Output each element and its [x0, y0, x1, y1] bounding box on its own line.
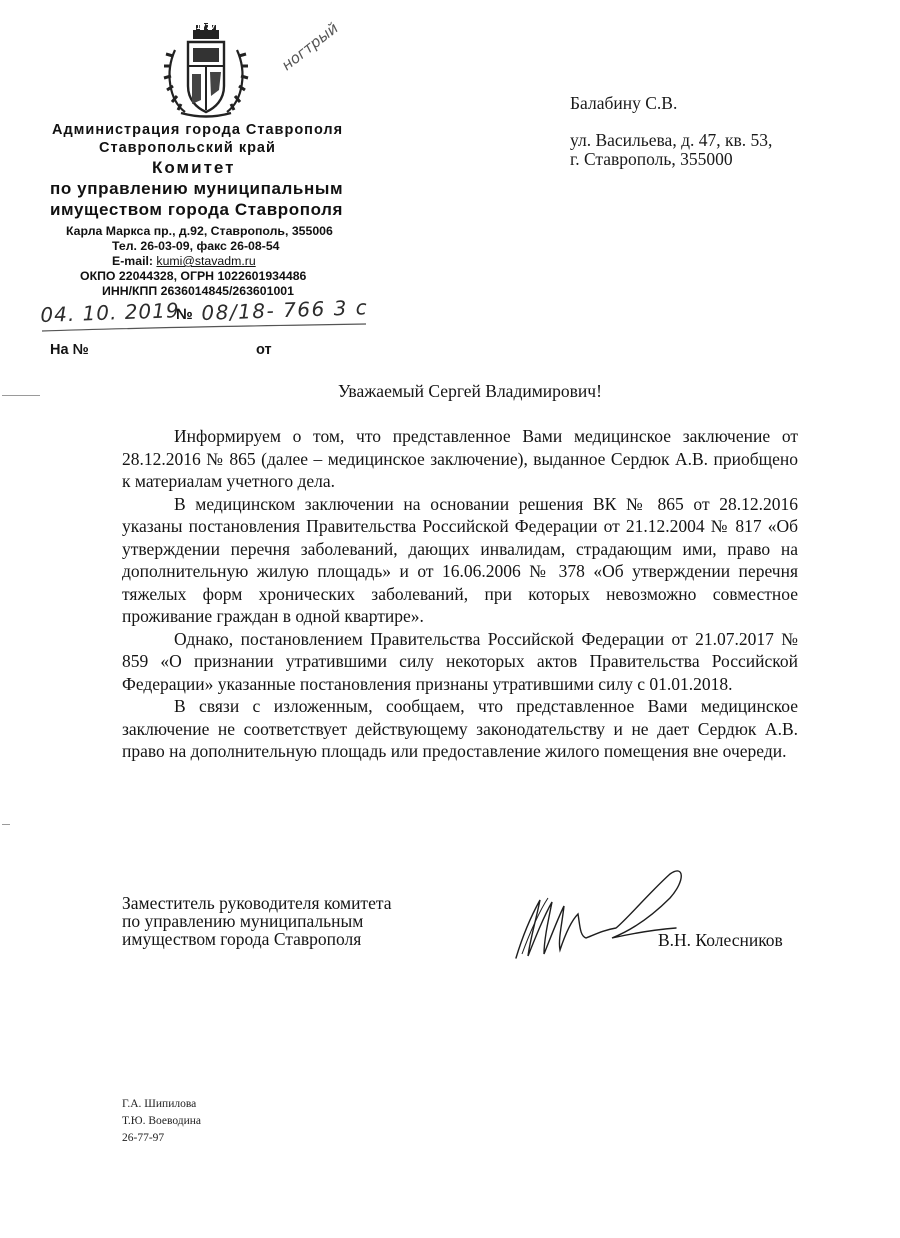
handwritten-note: ногтрый	[278, 18, 342, 75]
letter-body	[122, 425, 798, 763]
signatory-title-line-3: имуществом города Ставрополя	[122, 929, 362, 949]
administration-name: Администрация города Ставрополя	[52, 122, 344, 138]
reply-to-label: На №	[50, 342, 89, 358]
signatory-title	[122, 894, 391, 948]
region-name: Ставропольский край	[99, 140, 276, 156]
handwritten-number: 08/18- 766 3 с	[201, 295, 369, 325]
handwritten-underline	[40, 322, 370, 334]
reply-from-label: от	[256, 342, 272, 358]
sender-phone: Тел. 26-03-09, факс 26-08-54	[112, 239, 280, 253]
salutation: Уважаемый Сергей Владимирович!	[338, 381, 602, 401]
committee-line-2: имуществом города Ставрополя	[50, 200, 344, 219]
addressee-address-line-1: ул. Васильева, д. 47, кв. 53,	[570, 130, 773, 150]
sender-inn-kpp: ИНН/КПП 2636014845/263601001	[102, 284, 294, 298]
executor-phone: 26-77-97	[122, 1132, 165, 1144]
paragraph-2: В медицинском заключении на основании решения ВК № 865 от 28.12.2016 указаны постановления Правительства Российской Федерации от 21.12.2004 № 817 «Об утверждении перечня заболеваний, дающих инвалидам, страдающим ими, право на дополнительную жилую площадь» и от 16.06.2006 № 378 «Об утверждении перечня тяжелых форм хронических заболеваний, при которых невозможно совместное проживание граждан в одной квартире».	[122, 493, 798, 626]
sender-address: Карла Маркса пр., д.92, Ставрополь, 355006	[66, 224, 333, 238]
addressee-name: Балабину С.В.	[570, 93, 678, 113]
city-emblem	[163, 20, 249, 120]
paragraph-1: Информируем о том, что представленное Вами медицинское заключение от 28.12.2016 № 865 (далее – медицинское заключение), выданное Сердюк А.В. приобщено к материалам учетного дела.	[122, 426, 798, 491]
scan-mark	[2, 824, 10, 825]
committee-line-1: по управлению муниципальным	[50, 179, 344, 198]
signatory-title-line-2: по управлению муниципальным	[122, 911, 364, 931]
number-label: №	[176, 306, 193, 323]
sender-email-row	[112, 254, 256, 268]
committee-title: Комитет	[152, 158, 236, 177]
email-label: E-mail:	[112, 254, 153, 268]
sender-okpo-ogrn: ОКПО 22044328, ОГРН 1022601934486	[80, 269, 307, 283]
scan-mark	[2, 395, 40, 396]
paragraph-3: Однако, постановлением Правительства Российской Федерации от 21.07.2017 № 859 «О признании утратившими силу некоторых актов Правительства Российской Федерации» указанные постановления признаны утратившими силу с 01.01.2018.	[122, 628, 798, 694]
addressee-address-line-2: г. Ставрополь, 355000	[570, 149, 733, 169]
handwritten-date: 04. 10. 2019	[40, 298, 180, 327]
executor-2: Т.Ю. Воеводина	[122, 1115, 202, 1127]
sender-email: kumi@stavadm.ru	[156, 254, 256, 268]
paragraph-4: В связи с изложенным, сообщаем, что представленное Вами медицинское заключение не соответствует действующему законодательству и не дает Сердюк А.В. право на дополнительную площадь или предоставление жилого помещения вне очереди.	[122, 696, 798, 761]
signatory-title-line-1: Заместитель руководителя комитета	[122, 893, 392, 913]
handwritten-signature	[500, 858, 690, 968]
executor-1: Г.А. Шипилова	[122, 1098, 197, 1110]
emblem-year: 1777	[196, 23, 216, 31]
signatory-name: В.Н. Колесников	[658, 930, 783, 950]
executors	[122, 1096, 201, 1147]
